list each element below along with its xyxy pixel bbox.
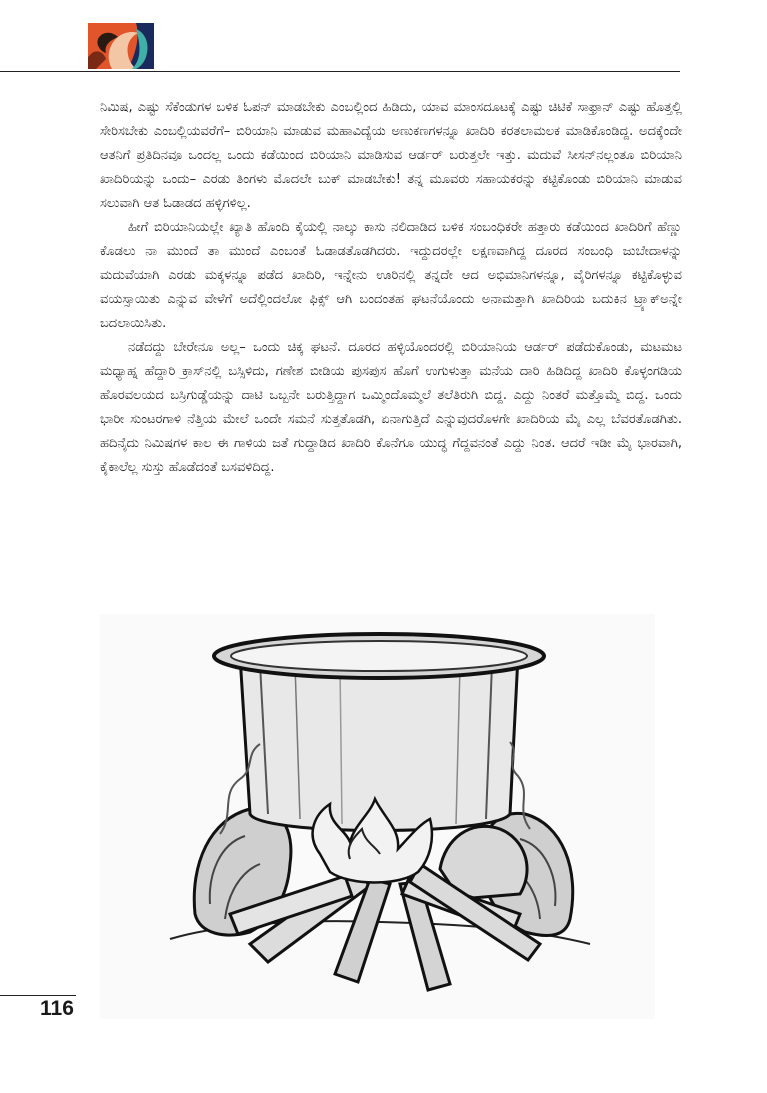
paragraph: ನಡೆದದ್ದು ಬೇರೇನೂ ಅಲ್ಲ– ಒಂದು ಚಿಕ್ಕ ಘಟನೆ. ದೂರದ ಹಳ್ಳಿಯೊಂದರಲ್ಲಿ ಬಿರಿಯಾನಿಯ ಆರ್ಡರ್ ಪಡೆದುಕೊಂಡು, ಮಟಮಟ ಮಧ್ಯಾಹ್ನ ಹೆದ್ದಾರಿ ಕ್ರಾಸ್‌ನಲ್ಲಿ ಬಸ್ಸಿಳಿದು, ಗಣೇಶ ಬೀಡಿಯ ಪುಸಪುಸ ಹೊಗೆ ಉಗುಳುತ್ತಾ ಮನೆಯ ದಾರಿ ಹಿಡಿದಿದ್ದ ಖಾದಿರಿ ಕೊಳ್ಳಂಗಡಿಯ ಹೊರವಲಯದ ಬಸ್ರಿಗುಡ್ಡೆಯನ್ನು ದಾಟಿ ಒಬ್ಬನೇ ಬರುತ್ತಿದ್ದಾಗ ಒಮ್ಮಿಂದೊಮ್ಮಲೆ ತಲೆತಿರುಗಿ ಬಿದ್ದ. ಎದ್ದು ನಿಂತರೆ ಮತ್ತೊಮ್ಮೆ ಬಿದ್ದ. ಒಂದು ಭಾರೀ ಸುಂಟರಗಾಳಿ ನೆತ್ತಿಯ ಮೇಲೆ ಒಂದೇ ಸಮನೆ ಸುತ್ತತೊಡಗಿ, ಏನಾಗುತ್ತಿದೆ ಎನ್ನುವುದರೊಳಗೇ ಖಾದಿರಿಯ ಮೈ ಎಲ್ಲ ಬೆವರತೊಡಗಿತು. ಹದಿನೈದು ನಿಮಿಷಗಳ ಕಾಲ ಈ ಗಾಳಿಯ ಜತೆ ಗುದ್ದಾಡಿದ ಖಾದಿರಿ ಕೊನೆಗೂ ಯುದ್ಧ ಗೆದ್ದವನಂತೆ ಎದ್ದು ನಿಂತ. ಆದರೆ ಇಡೀ ಮೈ ಭಾರವಾಗಿ, ಕೈಕಾಲೆಲ್ಲ ಸುಸ್ತು ಹೊಡೆದಂತೆ ಬಸವಳಿದಿದ್ದ. — [100, 340, 682, 475]
page-number: 116 — [40, 997, 74, 1020]
woman-portrait-logo-icon — [88, 23, 154, 69]
paragraph: ನಿಮಿಷ, ಎಷ್ಟು ಸೆಕೆಂಡುಗಳ ಬಳಿಕ ಓಪನ್ ಮಾಡಬೇಕು ಎಂಬಲ್ಲಿಂದ ಹಿಡಿದು, ಯಾವ ಮಾಂಸದೂಟಕ್ಕೆ ಎಷ್ಟು ಚಿಟಿಕೆ ಸಾಫ್ರಾನ್ ಎಷ್ಟು ಹೊತ್ತಲ್ಲಿ ಸೇರಿಸಬೇಕು ಎಂಬಲ್ಲಿಯವರೆಗೆ– ಬಿರಿಯಾನಿ ಮಾಡುವ ಮಹಾವಿದ್ಯೆಯ ಅಣುಕಣಗಳನ್ನೂ ಖಾದಿರಿ ಕರತಲಾಮಲಕ ಮಾಡಿಕೊಂಡಿದ್ದ. ಅದಕ್ಕೆಂದೇ ಆತನಿಗೆ ಪ್ರತಿದಿನವೂ ಒಂದಲ್ಲ ಒಂದು ಕಡೆಯಿಂದ ಬಿರಿಯಾನಿ ಮಾಡಿಸುವ ಆರ್ಡರ್ ಬರುತ್ತಲೇ ಇತ್ತು. ಮದುವೆ ಸೀಸನ್‌ನಲ್ಲಂತೂ ಬಿರಿಯಾನಿ ಖಾದಿರಿಯನ್ನು ಒಂದು– ಎರಡು ತಿಂಗಳು ಮೊದಲೇ ಬುಕ್ ಮಾಡಬೇಕು! ತನ್ನ ಮೂವರು ಸಹಾಯಕರನ್ನು ಕಟ್ಟಿಕೊಂಡು ಬಿರಿಯಾನಿ ಮಾಡುವ ಸಲುವಾಗಿ ಆತ ಓಡಾಡದ ಹಳ್ಳಿಗಳಿಲ್ಲ. — [100, 100, 682, 211]
cooking-pot-on-firewood-icon — [100, 614, 655, 1019]
paragraph: ಹೀಗೆ ಬಿರಿಯಾನಿಯಲ್ಲೇ ಖ್ಯಾತಿ ಹೊಂದಿ ಕೈಯಲ್ಲಿ ನಾಲ್ಕು ಕಾಸು ನಲಿದಾಡಿದ ಬಳಿಕ ಸಂಬಂಧಿಕರೇ ಹತ್ತಾರು ಕಡೆಯಿಂದ ಖಾದಿರಿಗೆ ಹೆಣ್ಣು ಕೊಡಲು ನಾ ಮುಂದೆ ತಾ ಮುಂದೆ ಎಂಬಂತೆ ಓಡಾಡತೊಡಗಿದರು. ಇದ್ದುದರಲ್ಲೇ ಲಕ್ಷಣವಾಗಿದ್ದ ದೂರದ ಸಂಬಂಧಿ ಜುಬೇದಾಳನ್ನು ಮದುವೆಯಾಗಿ ಎರಡು ಮಕ್ಕಳನ್ನೂ ಪಡೆದ ಖಾದಿರಿ, ಇನ್ನೇನು ಊರಿನಲ್ಲಿ ತನ್ನದೇ ಆದ ಅಭಿಮಾನಿಗಳನ್ನೂ, ವೈರಿಗಳನ್ನೂ ಕಟ್ಟಿಕೊಳ್ಳುವ ವಯಸ್ಸಾಯಿತು ಎನ್ನುವ ವೇಳೆಗೆ ಅದೆಲ್ಲಿಂದಲೋ ಫಿಕ್ಸ್ ಆಗಿ ಬಂದಂತಹ ಘಟನೆಯೊಂದು ಅನಾಮತ್ತಾಗಿ ಖಾದಿರಿಯ ಬದುಕಿನ ಟ್ರ್ಯಾಕ್‌ಅನ್ನೇ ಬದಲಾಯಿಸಿತು. — [100, 220, 682, 331]
header-rule — [0, 71, 680, 72]
story-text — [100, 96, 682, 480]
footer-rule — [0, 995, 76, 996]
